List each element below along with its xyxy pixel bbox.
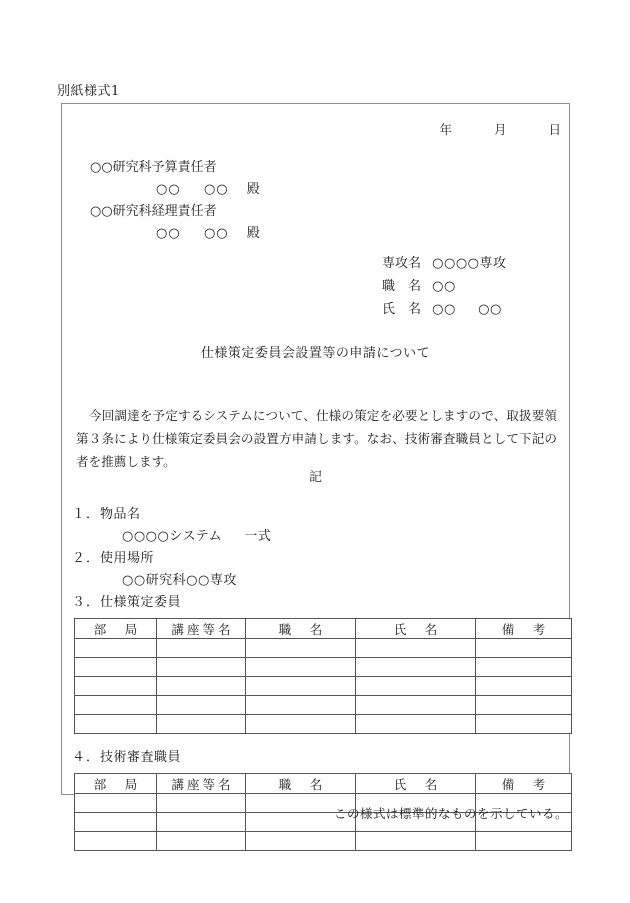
committee-table bbox=[74, 618, 572, 734]
section-1-number: １． bbox=[72, 507, 101, 522]
addressee-honorific-2: 殿 bbox=[246, 226, 261, 241]
reviewer-table-body bbox=[75, 794, 572, 851]
table-cell[interactable] bbox=[356, 677, 476, 696]
ki-mark: 記 bbox=[308, 470, 322, 485]
addressee-name-1a: ○○ bbox=[156, 182, 181, 197]
table-cell[interactable] bbox=[356, 696, 476, 715]
reviewer-header-bukyoku: 部 局 bbox=[75, 774, 157, 794]
document-frame bbox=[61, 103, 570, 795]
section-2-value bbox=[72, 570, 559, 592]
sender-name-value bbox=[432, 302, 502, 317]
reviewer-table-header-row bbox=[75, 774, 572, 794]
sender-position-row bbox=[382, 275, 507, 298]
table-row bbox=[75, 715, 572, 734]
sender-major-row bbox=[382, 252, 507, 275]
table-cell[interactable] bbox=[157, 832, 246, 851]
section-1-item-qty: 一式 bbox=[244, 529, 272, 544]
table-cell[interactable] bbox=[75, 832, 157, 851]
table-cell[interactable] bbox=[157, 794, 246, 813]
sender-name-row bbox=[382, 298, 507, 321]
date-year-label: 年 bbox=[439, 122, 453, 137]
form-number-label: 別紙様式1 bbox=[57, 84, 120, 99]
section-4-number: ４． bbox=[72, 750, 101, 765]
table-cell[interactable] bbox=[356, 715, 476, 734]
committee-table-header-row bbox=[75, 619, 572, 639]
table-cell[interactable] bbox=[476, 696, 572, 715]
section-2-label bbox=[72, 548, 559, 570]
table-cell[interactable] bbox=[75, 639, 157, 658]
table-cell[interactable] bbox=[75, 677, 157, 696]
table-cell[interactable] bbox=[246, 832, 356, 851]
addressee-name-1b: ○○ bbox=[203, 182, 229, 197]
reviewer-header-bikou: 備 考 bbox=[476, 774, 572, 794]
sender-name-label: 氏 名 bbox=[382, 302, 422, 317]
section-1-title: 物品名 bbox=[100, 507, 141, 522]
section-4-title: 技術審査職員 bbox=[100, 750, 182, 765]
section-1-label bbox=[72, 504, 559, 526]
table-cell[interactable] bbox=[476, 658, 572, 677]
section-1-item-name: ○○○○システム bbox=[122, 529, 223, 544]
table-cell[interactable] bbox=[246, 696, 356, 715]
table-cell[interactable] bbox=[75, 794, 157, 813]
table-cell[interactable] bbox=[356, 832, 476, 851]
table-cell[interactable] bbox=[75, 813, 157, 832]
table-cell[interactable] bbox=[476, 832, 572, 851]
footnote: この様式は標準的なものを示している。 bbox=[333, 806, 568, 821]
table-cell[interactable] bbox=[157, 813, 246, 832]
table-cell[interactable] bbox=[157, 677, 246, 696]
section-2-title: 使用場所 bbox=[100, 551, 155, 566]
sender-position-label: 職 名 bbox=[382, 279, 422, 294]
section-2-number: ２． bbox=[72, 551, 101, 566]
date-line bbox=[440, 120, 561, 138]
sender-name-first: ○○ bbox=[432, 302, 456, 317]
document-inner bbox=[62, 104, 569, 794]
table-cell[interactable] bbox=[157, 696, 246, 715]
date-day-label: 日 bbox=[548, 122, 561, 137]
committee-header-bukyoku: 部 局 bbox=[75, 619, 157, 639]
section-3-label bbox=[72, 592, 559, 614]
table-row bbox=[75, 832, 572, 851]
table-row bbox=[75, 639, 572, 658]
table-cell[interactable] bbox=[246, 677, 356, 696]
addressee-office-2: ○○研究科経理責任者 bbox=[90, 204, 217, 219]
table-row bbox=[75, 696, 572, 715]
section-spacer bbox=[72, 734, 559, 747]
sender-position-value: ○○ bbox=[432, 279, 456, 294]
table-cell[interactable] bbox=[476, 677, 572, 696]
table-row bbox=[75, 658, 572, 677]
date-month-label: 月 bbox=[494, 122, 507, 137]
addressee-name-row-1 bbox=[90, 179, 261, 201]
reviewer-header-kouza: 講座等名 bbox=[157, 774, 246, 794]
addressee-block bbox=[90, 157, 261, 245]
section-4-label bbox=[72, 747, 559, 769]
sender-major-label: 専攻名 bbox=[382, 256, 422, 271]
sections-block bbox=[72, 504, 559, 851]
table-row bbox=[75, 677, 572, 696]
table-cell[interactable] bbox=[157, 658, 246, 677]
document-title: 仕様策定委員会設置等の申請について bbox=[200, 346, 431, 361]
addressee-name-row-2 bbox=[90, 223, 261, 245]
table-cell[interactable] bbox=[246, 658, 356, 677]
sender-major-value: ○○○○専攻 bbox=[432, 256, 507, 271]
table-cell[interactable] bbox=[157, 639, 246, 658]
addressee-name-2a: ○○ bbox=[156, 226, 181, 241]
table-cell[interactable] bbox=[476, 715, 572, 734]
table-cell[interactable] bbox=[75, 696, 157, 715]
addressee-name-2b: ○○ bbox=[203, 226, 229, 241]
committee-header-shokumei: 職 名 bbox=[246, 619, 356, 639]
table-cell[interactable] bbox=[75, 658, 157, 677]
committee-header-bikou: 備 考 bbox=[476, 619, 572, 639]
table-cell[interactable] bbox=[246, 639, 356, 658]
reviewer-header-shimei: 氏 名 bbox=[356, 774, 476, 794]
committee-header-shimei: 氏 名 bbox=[356, 619, 476, 639]
document-body-text: 今回調達を予定するシステムについて、仕様の策定を必要としますので、取扱要領第３条により仕様策定委員会の設置方申請します。なお、技術審査職員として下記の者を推薦します。 bbox=[76, 408, 557, 469]
table-cell[interactable] bbox=[157, 715, 246, 734]
section-1-value bbox=[72, 526, 559, 548]
section-2-location: ○○研究科○○専攻 bbox=[122, 573, 237, 588]
sender-name-last: ○○ bbox=[478, 302, 502, 317]
addressee-honorific-1: 殿 bbox=[246, 182, 261, 197]
section-3-title: 仕様策定委員 bbox=[100, 595, 182, 610]
table-cell[interactable] bbox=[75, 715, 157, 734]
committee-table-body bbox=[75, 639, 572, 734]
table-cell[interactable] bbox=[356, 658, 476, 677]
committee-header-kouza: 講座等名 bbox=[157, 619, 246, 639]
table-cell[interactable] bbox=[246, 715, 356, 734]
reviewer-header-shokumei: 職 名 bbox=[246, 774, 356, 794]
table-cell[interactable] bbox=[356, 639, 476, 658]
addressee-office-1: ○○研究科予算責任者 bbox=[90, 160, 217, 175]
table-cell[interactable] bbox=[476, 639, 572, 658]
sender-block bbox=[382, 252, 507, 321]
section-3-number: ３． bbox=[72, 595, 101, 610]
